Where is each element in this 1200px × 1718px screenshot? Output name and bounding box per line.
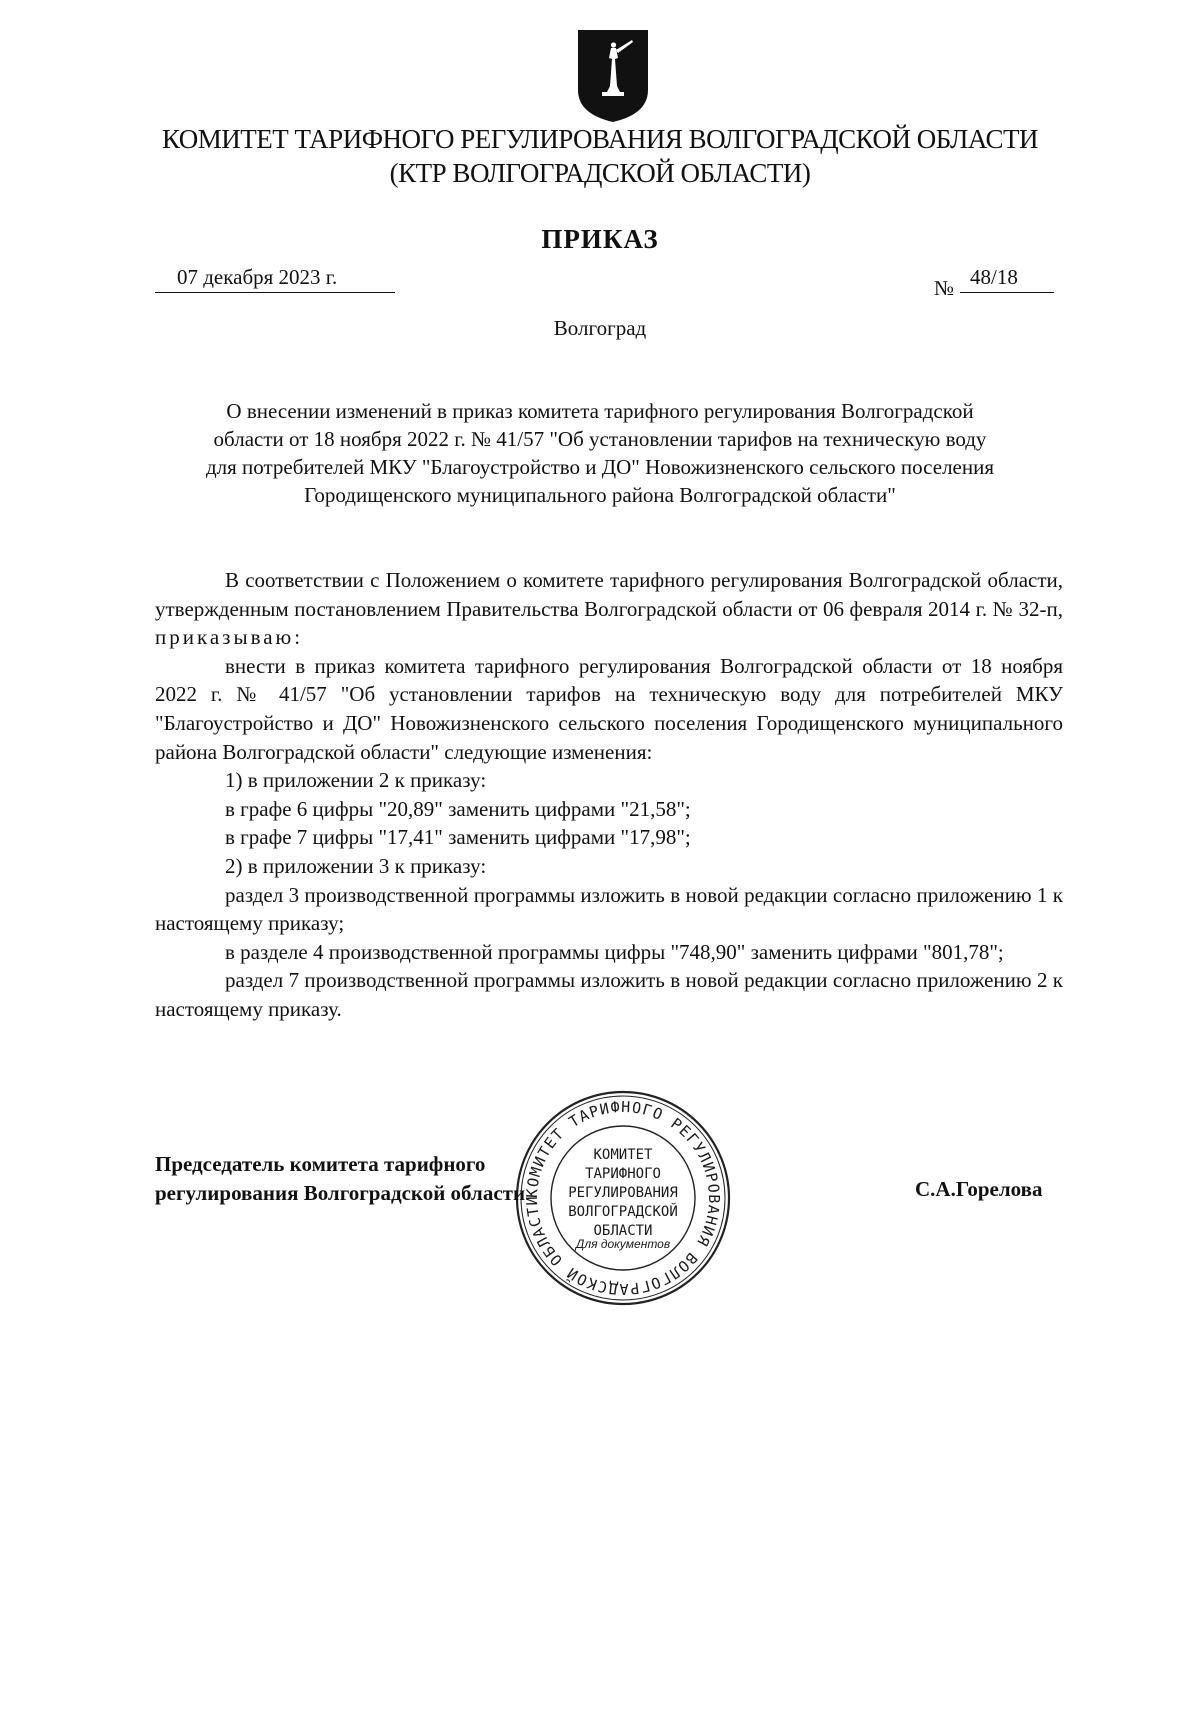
stamp-line: РЕГУЛИРОВАНИЯ: [568, 1185, 678, 1201]
list-item: раздел 3 производственной программы изложить в новой редакции согласно приложению 1 к настоящему приказу;: [155, 882, 1063, 936]
stamp-line: ТАРИФНОГО: [585, 1166, 661, 1182]
stamp-inner-text: [512, 1146, 734, 1241]
signatory-name: С.А.Горелова: [915, 1177, 1043, 1201]
order-body: [155, 566, 1063, 1024]
subject-line: для потребителей МКУ "Благоустройство и ДО" Новожизненского сельского поселения: [205, 455, 995, 479]
list-item: в графе 7 цифры "17,41" заменить цифрами "17,98";: [225, 825, 691, 850]
subject-line: О внесении изменений в приказ комитета тарифного регулирования Волгоградской: [226, 399, 974, 423]
stamp-note: Для документов: [575, 1237, 671, 1251]
stamp-line: КОМИТЕТ: [593, 1147, 653, 1163]
order-date: [155, 265, 395, 293]
preamble-paragraph: [155, 566, 1063, 652]
coat-of-arms-emblem: [574, 28, 652, 124]
order-subject: [150, 397, 1050, 509]
list-item: 1) в приложении 2 к приказу:: [225, 768, 487, 793]
order-word: приказываю:: [155, 625, 304, 650]
committee-name: КОМИТЕТ ТАРИФНОГО РЕГУЛИРОВАНИЯ ВОЛГОГРАДСКОЙ ОБЛАСТИ: [161, 124, 1039, 154]
city-name: Волгоград: [553, 316, 647, 340]
order-number-value: 48/18: [960, 265, 1054, 293]
list-item: 2) в приложении 3 к приказу:: [225, 853, 487, 878]
subject-line: Городищенского муниципального района Волгоградской области": [304, 483, 896, 507]
list-item: в разделе 4 производственной программы цифры "748,90" заменить цифрами "801,78";: [225, 939, 1004, 964]
stamp-line: ОБЛАСТИ: [593, 1223, 653, 1239]
document-type-title: ПРИКАЗ: [541, 224, 659, 254]
stamp-outer-text: КОМИТЕТ ТАРИФНОГО РЕГУЛИРОВАНИЯ ВОЛГОГРАДСКОЙ ОБЛАСТИ: [522, 1097, 724, 1299]
official-stamp: [512, 1087, 734, 1309]
order-date-value: 07 декабря 2023 г.: [155, 265, 395, 293]
order-number: [934, 265, 1054, 300]
position-line: Председатель комитета тарифного: [155, 1152, 486, 1176]
list-item: в графе 6 цифры "20,89" заменить цифрами "21,58";: [225, 796, 691, 821]
list-item: раздел 7 производственной программы изложить в новой редакции согласно приложению 2 к настоящему приказу.: [155, 968, 1063, 1021]
number-sign: №: [934, 276, 955, 300]
stamp-line: ВОЛГОГРАДСКОЙ: [568, 1204, 678, 1220]
subject-line: области от 18 ноября 2022 г. № 41/57 "Об установлении тарифов на техническую воду: [213, 427, 987, 451]
committee-short-name: (КТР ВОЛГОГРАДСКОЙ ОБЛАСТИ): [389, 158, 811, 188]
preamble-text: В соответствии с Положением о комитете тарифного регулирования Волгоградской области, утвержденным постановлением Правительства Волгоградской области от 06 февраля 2014 г. № 32-п,: [155, 568, 1063, 621]
signatory-position: [155, 1150, 525, 1208]
amendment-paragraph: внести в приказ комитета тарифного регулирования Волгоградской области от 18 ноября 2022 г. № 41/57 "Об установлении тарифов на техническую воду для потребителей МКУ "Благоустройство и ДО" Новожизненского сельского поселения Городищенского муниципального района Волгоградской области" следующие изменения:: [155, 653, 1063, 764]
position-line: регулирования Волгоградской области: [155, 1181, 526, 1205]
